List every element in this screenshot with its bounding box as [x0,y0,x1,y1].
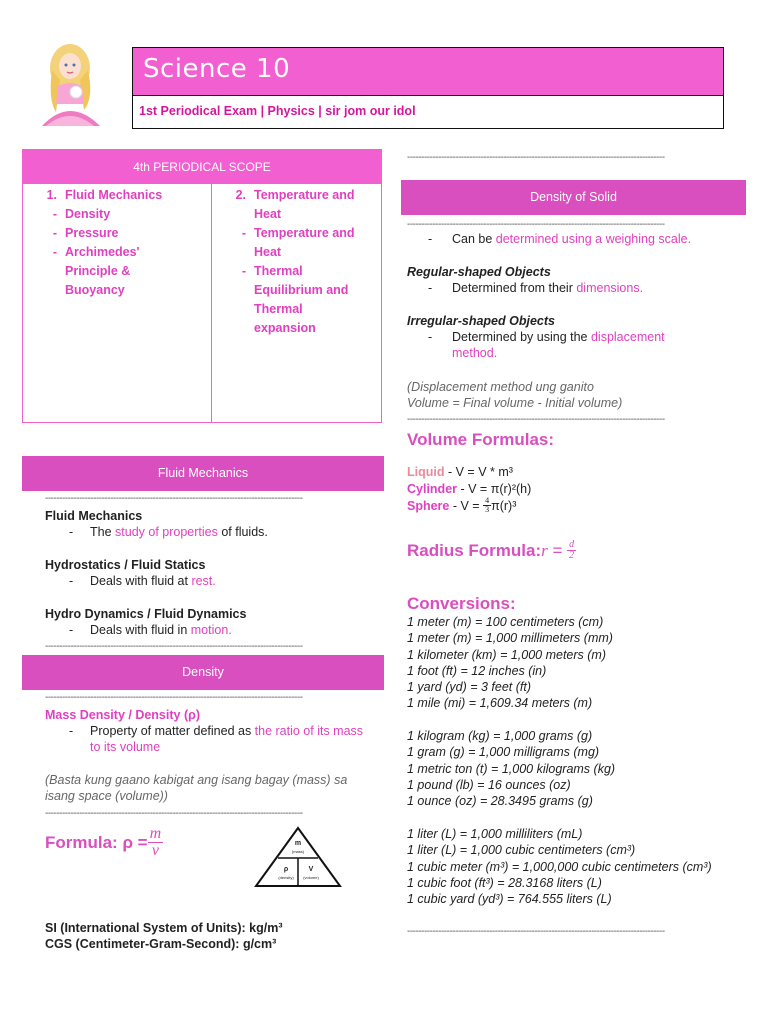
solid-weighing: - Can be determined using a weighing scale. [428,232,692,246]
triangle-mass: m (mass) [291,840,305,854]
scope-item: 1. Fluid Mechanics [46,188,163,202]
conversion-line: 1 yard (yd) = 3 feet (ft) [407,680,532,695]
conversion-line: 1 meter (m) = 1,000 millimeters (mm) [407,631,613,646]
conversion-line: 1 kilogram (kg) = 1,000 grams (g) [407,729,593,743]
volume-formulas-heading: Volume Formulas: [407,430,555,449]
density-bar: Density [22,655,384,690]
scope-table [22,149,382,423]
density-note: (Basta kung gaano kabigat ang isang bagay (mass) sa isang space (volume)) [45,773,348,803]
hydrostatics-def: - Deals with fluid at rest. [69,574,216,588]
conversion-line: 1 cubic yard (yd³) = 764.555 liters (L) [407,892,612,907]
scope-item: - Temperature and Heat [241,226,355,259]
fluid-mechanics-def: - The study of properties of fluids. [69,525,268,539]
conversions-length [407,614,747,712]
scope-heading: 4th PERIODICAL SCOPE [23,150,381,184]
fluid-mechanics-bar: Fluid Mechanics [22,456,384,491]
irregular-objects-def: - Determined by using the displacement method. [428,330,665,360]
scope-divider [211,184,212,422]
density-formula: Formula: ρ = $\frac{m}{v}$ [45,825,162,859]
divider: ------------------------------------------------------------------------------------------- [45,493,303,504]
si-units: SI (International System of Units): kg/m³ [45,921,283,935]
density-of-solid-bar: Density of Solid [401,180,746,215]
scope-item: 2. Temperature and Heat [235,188,355,221]
cgs-units: CGS (Centimeter-Gram-Second): g/cm³ [45,937,277,951]
scope-item: - Archimedes' Principle & Buoyancy [52,245,140,297]
regular-objects-heading: Regular-shaped Objects [407,265,551,279]
volume-liquid: Liquid - V = V * m³ [407,465,513,479]
sphere-fraction: $\frac{4}{3}$ [485,496,490,514]
hydrodynamics-def: - Deals with fluid in motion. [69,623,232,637]
divider: ------------------------------------------------------------------------------------------- [45,692,303,703]
conversion-line: 1 mile (mi) = 1,609.34 meters (m) [407,696,593,711]
conversion-line: 1 foot (ft) = 12 inches (in) [407,663,547,678]
scope-item: - Density [52,207,111,221]
volume-sphere: Sphere - V = $\frac{4}{3}$ π(r)³ [407,496,517,514]
displacement-note-1: (Displacement method ung ganito [407,380,594,394]
subtitle-banner [132,95,724,129]
fluid-mechanics-term: Fluid Mechanics [45,509,143,523]
conversion-line: 1 liter (L) = 1,000 cubic centimeters (cm³) [407,843,636,858]
triangle-density: ρ (density) [278,866,294,880]
conversion-line: 1 gram (g) = 1,000 milligrams (mg) [407,745,600,760]
displacement-note-2: Volume = Final volume - Initial volume) [407,396,623,410]
page-title: Science 10 [143,54,291,84]
scope-right-list [220,186,380,338]
conversions-volume [407,826,742,907]
scope-left-list [31,186,211,300]
divider: ------------------------------------------------------------------------------------------- [407,414,665,425]
volume-cylinder: Cylinder - V = π(r)²(h) [407,482,532,496]
irregular-objects-heading: Irregular-shaped Objects [407,314,555,328]
radius-fraction: $\frac{d}{2}$ [569,539,575,561]
radius-formula: Radius Formula: r = $\frac{d}{2}$ [407,539,575,561]
regular-objects-def: - Determined from their dimensions. [428,281,644,295]
conversion-line: 1 liter (L) = 1,000 milliliters (mL) [407,827,583,841]
avatar-illustration [30,40,110,132]
conversion-line: 1 cubic foot (ft³) = 28.3168 liters (L) [407,875,602,890]
conversions-heading: Conversions: [407,594,516,613]
divider: ------------------------------------------------------------------------------------------- [407,926,665,937]
mass-density-def: - Property of matter defined as the ratio of its mass to its volume [69,724,364,754]
density-triangle-diagram [254,826,342,888]
hydrostatics-term: Hydrostatics / Fluid Statics [45,558,206,572]
divider: ------------------------------------------------------------------------------------------- [407,152,665,163]
conversion-line: 1 kilometer (km) = 1,000 meters (m) [407,647,607,662]
conversions-mass [407,728,747,809]
conversion-line: 1 cubic meter (m³) = 1,000,000 cubic centimeters (cm³) [407,859,712,874]
hydrodynamics-term: Hydro Dynamics / Fluid Dynamics [45,607,247,621]
subtitle: 1st Periodical Exam | Physics | sir jom our idol [139,104,416,118]
conversion-line: 1 metric ton (t) = 1,000 kilograms (kg) [407,761,616,776]
conversion-line: 1 ounce (oz) = 28.3495 grams (g) [407,794,593,809]
divider: ------------------------------------------------------------------------------------------- [407,219,665,230]
conversion-line: 1 pound (lb) = 16 ounces (oz) [407,777,571,792]
scope-item: - Pressure [52,226,119,240]
triangle-volume: V (volume) [303,866,319,880]
divider: ------------------------------------------------------------------------------------------- [45,808,303,819]
title-banner [132,47,724,96]
divider: ------------------------------------------------------------------------------------------- [45,641,303,652]
mass-density-term: Mass Density / Density (ρ) [45,708,200,722]
scope-item: - Thermal Equilibrium and Thermal expansion [241,264,349,335]
density-fraction: $\frac{m}{v}$ [149,825,162,859]
conversion-line: 1 meter (m) = 100 centimeters (cm) [407,615,604,629]
